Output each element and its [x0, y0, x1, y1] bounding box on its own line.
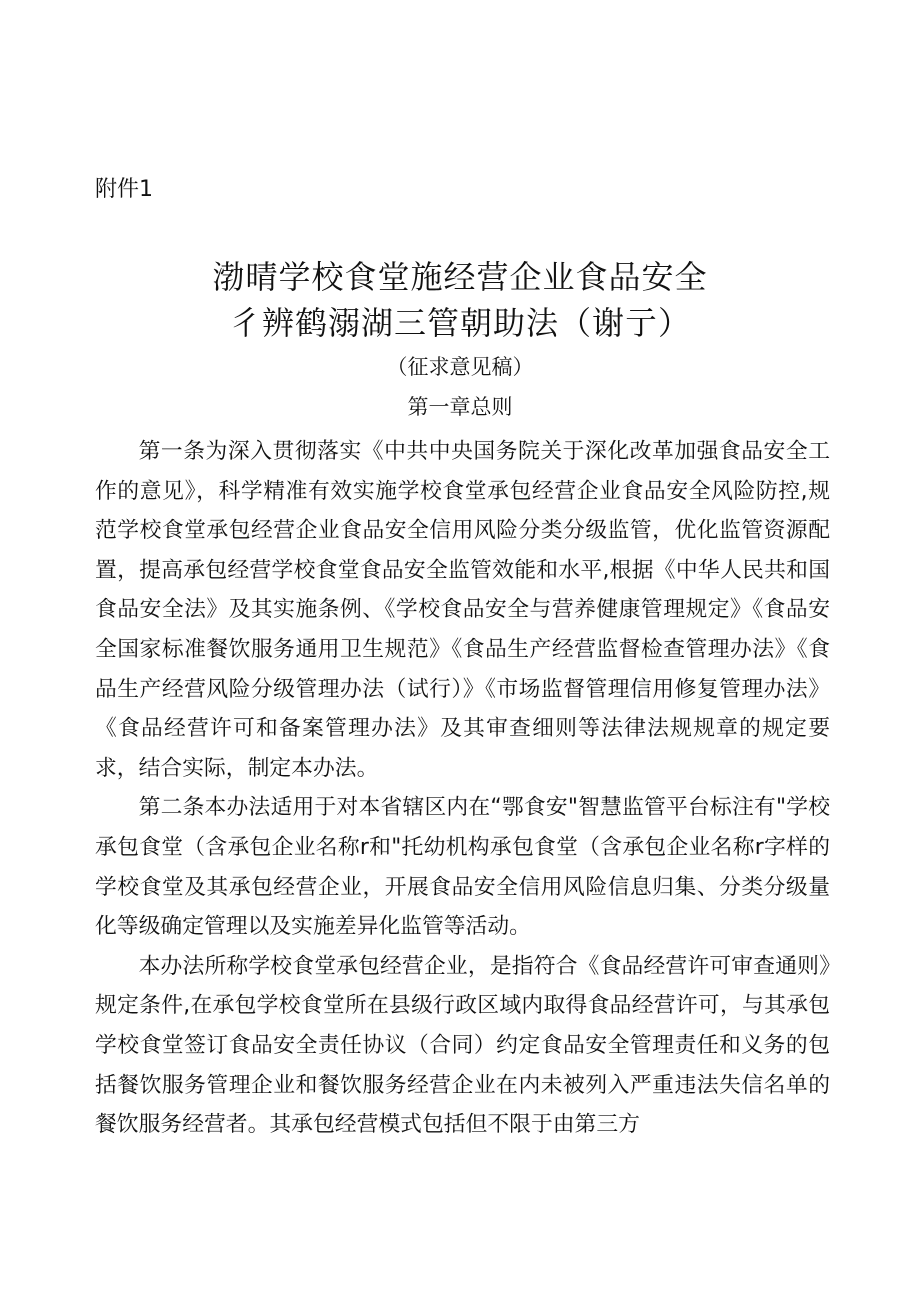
document-body [95, 432, 830, 1145]
attachment-label: 附件1 [95, 177, 153, 202]
title-block [0, 254, 920, 422]
definition-paragraph: 本办法所称学校食堂承包经营企业，是指符合《食品经营许可审查通则》规定条件,在承包学校食堂所在县级行政区域内取得食品经营许可，与其承包学校食堂签订食品安全责任协议（合同）约定食品安全管理责任和义务的包括餐饮服务管理企业和餐饮服务经营企业在内未被列入严重违法失信名单的餐饮服务经营者。其承包经营模式包括但不限于由第三方 [95, 953, 830, 1138]
chapter-heading: 第一章总则 [407, 395, 513, 419]
document-title-line-1: 渤晴学校食堂施经营企业食品安全 [212, 258, 708, 296]
article-1-paragraph: 第一条为深入贯彻落实《中共中央国务院关于深化改革加强食品安全工作的意见》，科学精准有效实施学校食堂承包经营企业食品安全风险防控,规范学校食堂承包经营企业食品安全信用风险分类分级监管，优化监管资源配置，提高承包经营学校食堂食品安全监管效能和水平,根据《中华人民共和国食品安全法》及其实施条例、《学校食品安全与营养健康管理规定》《食品安全国家标准餐饮服务通用卫生规范》《食品生产经营监督检查管理办法》《食品生产经营风险分级管理办法（试行）》《市场监督管理信用修复管理办法》《食品经营许可和备案管理办法》及其审查细则等法律法规规章的规定要求，结合实际，制定本办法。 [95, 439, 830, 781]
article-2-paragraph: 第二条本办法适用于对本省辖区内在“鄂食安"智慧监管平台标注有"学校承包食堂（含承包企业名称r和"托幼机构承包食堂（含承包企业名称r字样的学校食堂及其承包经营企业，开展食品安全信用风险信息归集、分类分级量化等级确定管理以及实施差异化监管等活动。 [95, 795, 830, 940]
draft-subtitle: （征求意见稿） [386, 355, 534, 379]
document-title-line-2: 彳辨鹤溺湖三管朝助法（谢亍） [228, 304, 691, 342]
